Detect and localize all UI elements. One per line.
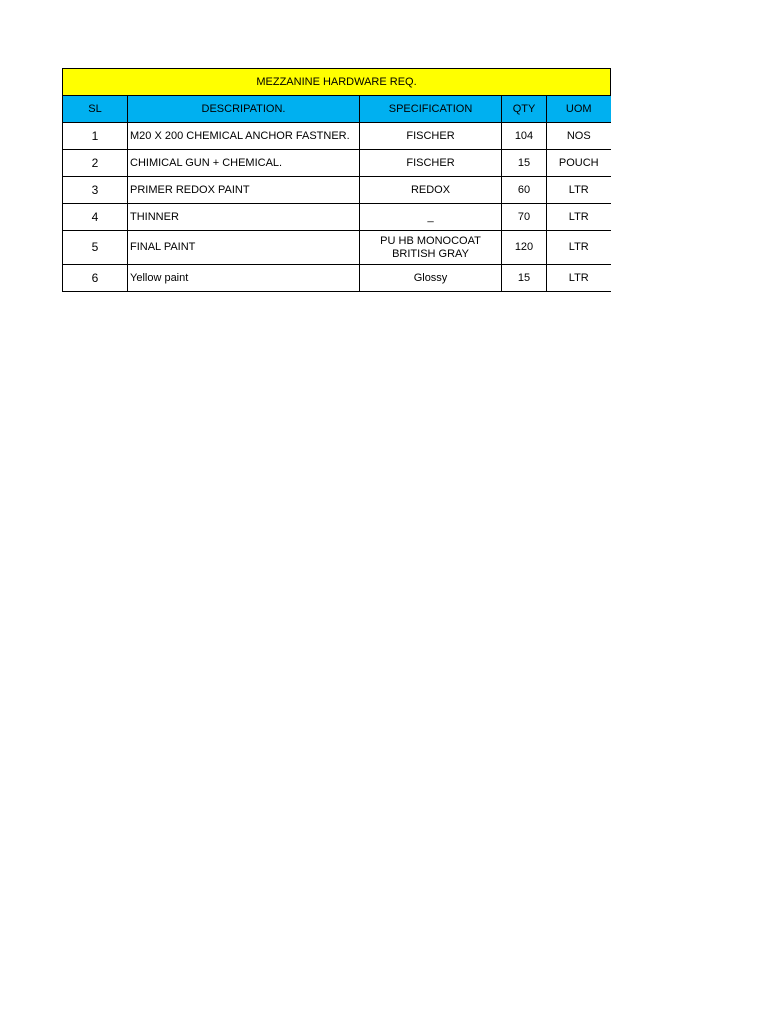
header-cell-specification[interactable]: SPECIFICATION <box>360 96 502 123</box>
cell-description[interactable]: M20 X 200 CHEMICAL ANCHOR FASTNER. <box>128 123 360 150</box>
cell-description[interactable]: PRIMER REDOX PAINT <box>128 177 360 204</box>
table-row <box>63 150 611 177</box>
title-row <box>63 69 611 96</box>
header-cell-sl[interactable]: SL <box>63 96 128 123</box>
cell-specification[interactable]: Glossy <box>360 265 502 292</box>
cell-uom[interactable]: LTR <box>547 231 611 265</box>
cell-qty[interactable]: 15 <box>502 265 547 292</box>
cell-description[interactable]: THINNER <box>128 204 360 231</box>
cell-specification[interactable]: FISCHER <box>360 123 502 150</box>
spreadsheet-area <box>62 68 610 292</box>
cell-sl[interactable]: 2 <box>63 150 128 177</box>
cell-description[interactable]: FINAL PAINT <box>128 231 360 265</box>
hardware-requirements-table <box>62 68 611 292</box>
cell-specification[interactable]: REDOX <box>360 177 502 204</box>
header-row <box>63 96 611 123</box>
cell-sl[interactable]: 6 <box>63 265 128 292</box>
table-row <box>63 231 611 265</box>
header-cell-uom[interactable]: UOM <box>547 96 611 123</box>
cell-uom[interactable]: LTR <box>547 265 611 292</box>
cell-specification[interactable]: FISCHER <box>360 150 502 177</box>
cell-description[interactable]: Yellow paint <box>128 265 360 292</box>
cell-qty[interactable]: 120 <box>502 231 547 265</box>
cell-qty[interactable]: 70 <box>502 204 547 231</box>
header-cell-description[interactable]: DESCRIPATION. <box>128 96 360 123</box>
cell-specification-line: BRITISH GRAY <box>392 247 469 260</box>
cell-specification[interactable] <box>360 231 502 265</box>
cell-sl[interactable]: 5 <box>63 231 128 265</box>
table-row <box>63 123 611 150</box>
cell-qty[interactable]: 60 <box>502 177 547 204</box>
cell-specification[interactable]: _ <box>360 204 502 231</box>
cell-sl[interactable]: 1 <box>63 123 128 150</box>
cell-uom[interactable]: NOS <box>547 123 611 150</box>
table-row <box>63 204 611 231</box>
cell-uom[interactable]: POUCH <box>547 150 611 177</box>
header-cell-qty[interactable]: QTY <box>502 96 547 123</box>
cell-sl[interactable]: 4 <box>63 204 128 231</box>
table-row <box>63 177 611 204</box>
cell-description[interactable]: CHIMICAL GUN + CHEMICAL. <box>128 150 360 177</box>
cell-uom[interactable]: LTR <box>547 177 611 204</box>
cell-qty[interactable]: 104 <box>502 123 547 150</box>
cell-qty[interactable]: 15 <box>502 150 547 177</box>
table-row <box>63 265 611 292</box>
cell-specification-line: PU HB MONOCOAT <box>380 234 481 247</box>
cell-uom[interactable]: LTR <box>547 204 611 231</box>
table-title[interactable]: MEZZANINE HARDWARE REQ. <box>63 69 611 96</box>
cell-sl[interactable]: 3 <box>63 177 128 204</box>
